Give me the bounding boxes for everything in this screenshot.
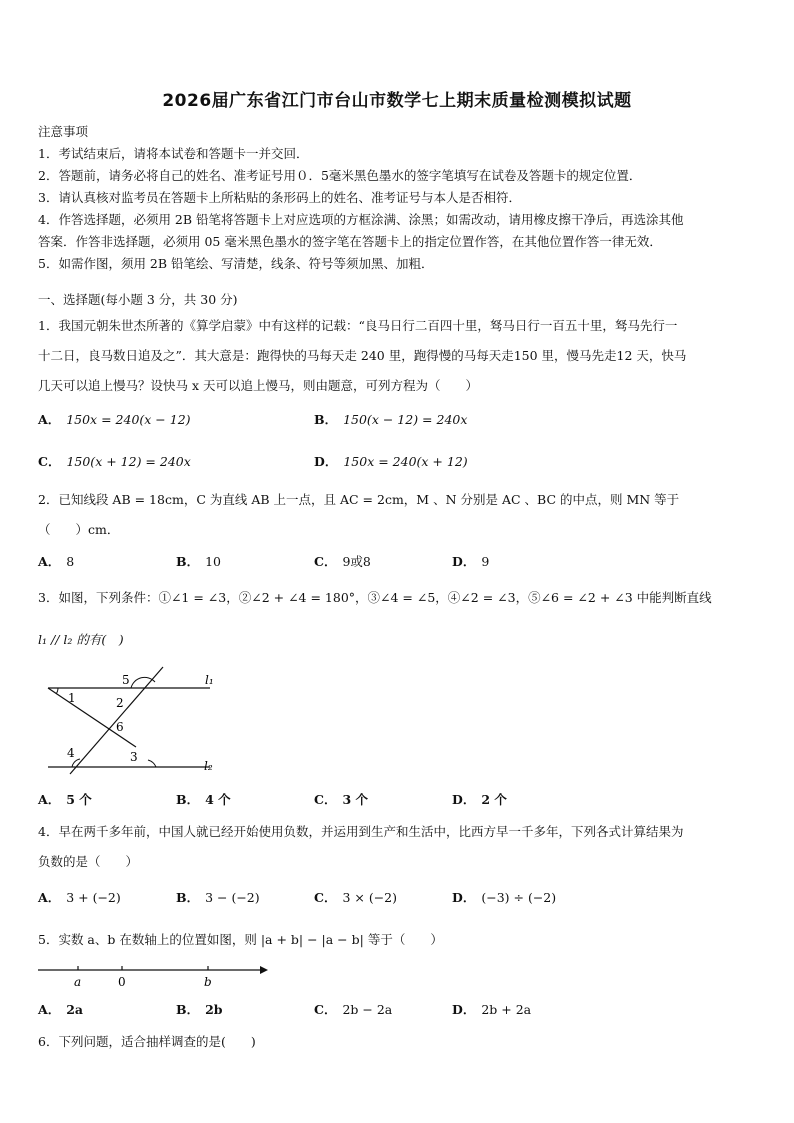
option-text: 9 [481,554,490,569]
angle-label-2: 2 [116,696,124,710]
option-label: C． [314,1002,337,1017]
option-text: 9或8 [342,554,371,569]
option-text: 3 − (−2) [205,890,260,905]
option-label: D． [452,1002,476,1017]
angle-arc [148,760,156,767]
option-text: 3 个 [342,792,369,807]
q6-stem: 6．下列问题，适合抽样调查的是( ) [38,1034,256,1049]
option-label: B． [314,412,338,427]
notice-item: 5．如需作图，须用 2B 铅笔绘、写清楚，线条、符号等须加黑、加粗． [38,256,434,271]
angle-label-4: 4 [67,746,75,760]
q1-option-b[interactable] [314,410,467,428]
option-text: 4 个 [205,792,231,807]
option-text: 2b − 2a [342,1002,393,1017]
option-text: 3 × (−2) [342,890,398,905]
option-text: 150(x − 12) = 240x [343,412,468,427]
option-label: A． [38,412,61,427]
q2-stem: （ ）cm． [38,522,120,537]
q2-option-a[interactable] [38,552,74,570]
axis-label-zero: 0 [118,975,126,989]
q3-option-d[interactable] [452,790,507,808]
notice-item: 答案．作答非选择题，必须用 05 毫米黑色墨水的签字笔在答题卡上的指定位置作答，在其他位置作答一律无效． [38,234,662,249]
q1-stem: 1．我国元朝朱世杰所著的《算学启蒙》中有这样的记载：“良马日行二百四十里，驽马日行一百五十里，驽马先行一 [38,318,678,333]
option-text: 2b [205,1002,223,1017]
q2-option-b[interactable] [176,552,221,570]
q3-option-c[interactable] [314,790,368,808]
option-label: B． [176,890,200,905]
q3-option-b[interactable] [176,790,231,808]
angle-label-1: 1 [68,691,76,705]
q5-option-d[interactable] [452,1000,531,1018]
angle-label-3: 3 [130,750,138,764]
angle-label-6: 6 [116,720,124,734]
option-label: D． [452,554,476,569]
q4-option-b[interactable] [176,888,260,906]
option-label: C． [314,890,337,905]
option-label: C． [314,792,337,807]
option-label: C． [38,454,61,469]
angle-arc [56,688,58,694]
q2-option-c[interactable] [314,552,371,570]
q1-option-a[interactable] [38,410,191,428]
option-text: 2b + 2a [481,1002,532,1017]
number-line [36,958,272,990]
q3-stem: 3．如图，下列条件：①∠1 = ∠3，②∠2 + ∠4 = 180°，③∠4 = ∠5，④∠2 = ∠3，⑤∠6 = ∠2 + ∠3 中能判断直线 [38,590,712,605]
q1-stem: 十二日，良马数日追及之”．其大意是：跑得快的马每天走 240 里，跑得慢的马每天走150 里，慢马先走12 天，快马 [38,348,687,363]
option-text: 8 [66,554,75,569]
option-label: A． [38,890,61,905]
q3-option-a[interactable] [38,790,92,808]
angle-arc [131,677,155,688]
option-label: B． [176,554,200,569]
option-text: 2a [66,1002,83,1017]
angle-label-5: 5 [122,673,130,687]
q4-stem: 负数的是（ ） [38,854,139,869]
q2-stem: 2．已知线段 AB = 18cm，C 为直线 AB 上一点，且 AC = 2cm，M 、N 分别是 AC 、BC 的中点，则 MN 等于 [38,492,680,507]
option-label: A． [38,1002,61,1017]
option-label: D． [452,792,476,807]
line-label-l2: l₂ [204,759,213,773]
q5-stem: 5．实数 a、b 在数轴上的位置如图，则 |a + b| − |a − b| 等于（ ） [38,932,443,947]
q1-option-d[interactable] [314,452,468,470]
notice-item: 2．答题前，请务必将自己的姓名、准考证号用０．5毫米黑色墨水的签字笔填写在试卷及答题卡的规定位置． [38,168,642,183]
option-text: 3 + (−2) [66,890,121,905]
axis-label-a: a [74,975,82,989]
option-text: (−3) ÷ (−2) [481,890,557,905]
q4-stem: 4．早在两千多年前，中国人就已经开始使用负数，并运用到生产和生活中，比西方早一千多年，下列各式计算结果为 [38,824,684,839]
option-text: 10 [205,554,221,569]
axis-label-b: b [204,975,212,989]
q4-option-a[interactable] [38,888,121,906]
option-text: 150x = 240(x − 12) [66,412,191,427]
section-heading: 一、选择题(每小题 3 分，共 30 分) [38,292,238,307]
q1-stem: 几天可以追上慢马？设快马 x 天可以追上慢马，则由题意，可列方程为（ ） [38,378,478,393]
q4-option-c[interactable] [314,888,397,906]
option-text: 2 个 [481,792,507,807]
option-text: 150(x + 12) = 240x [66,454,191,469]
notice-item: 3．请认真核对监考员在答题卡上所粘贴的条形码上的姓名、准考证号与本人是否相符． [38,190,521,205]
option-label: B． [176,1002,200,1017]
notice-item: 4．作答选择题，必须用 2B 铅笔将答题卡上对应选项的方框涂满、涂黑；如需改动，请用橡皮擦干净后，再选涂其他 [38,212,684,227]
option-label: D． [452,890,476,905]
option-label: A． [38,792,61,807]
option-text: 150x = 240(x + 12) [343,454,468,469]
parallel-lines-figure [38,664,228,776]
notice-item: 1．考试结束后，请将本试卷和答题卡一并交回． [38,146,309,161]
q4-option-d[interactable] [452,888,556,906]
option-label: A． [38,554,61,569]
option-text: 5 个 [66,792,92,807]
option-label: C． [314,554,337,569]
notice-heading: 注意事项 [38,124,89,139]
q5-option-b[interactable] [176,1000,223,1018]
q5-option-a[interactable] [38,1000,83,1018]
line-label-l1: l₁ [205,673,214,687]
q3-stem: l₁ // l₂ 的有( ) [38,632,124,647]
option-label: D． [314,454,338,469]
arrow-right-icon [260,966,268,974]
page-title: 2026届广东省江门市台山市数学七上期末质量检测模拟试题 [162,91,632,111]
q1-option-c[interactable] [38,452,191,470]
q2-option-d[interactable] [452,552,489,570]
option-label: B． [176,792,200,807]
q5-option-c[interactable] [314,1000,392,1018]
